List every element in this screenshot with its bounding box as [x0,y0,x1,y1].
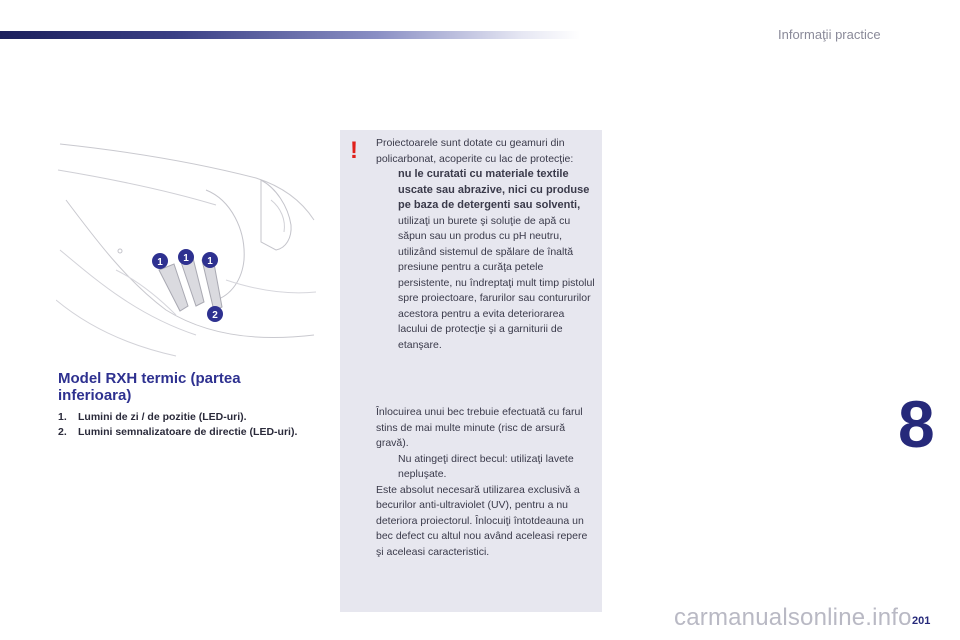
legend-text: Lumini semnalizatoare de directie (LED-uri). [78,426,298,438]
legend-item [58,410,308,425]
svg-text:1: 1 [183,253,189,264]
bulb-body: Este absolut necesară utilizarea exclusivă a becurilor anti-ultraviolet (UV), pentru a nu deteriora proiectorul. Înlocuiţi întotdeauna un bec defect cu altul nou având aceleasi repere şi aceleasi caracteristici. [376,483,588,558]
callout-1b [178,249,194,265]
warning-bullet-text: nu le curatati cu materiale textile uscate sau abrazive, nici cu produse pe baza de detergenti sau solventi, [398,168,590,211]
model-title: Model RXH termic (partea inferioara) [58,370,241,404]
headlamp-illustration [56,130,318,360]
warning-bullet-text: utilizaţi un burete şi soluţie de apă cu săpun sau un produs cu pH neutru, [398,214,571,242]
warning-bullet-text: utilizând sistemul de spălare de înaltă presiune pentru a curăţa petele persistente, nu îndreptaţi mult timp pistolul spre proiectoare, farurilor sau contururilor acestora pentru a evita deteriorarea lacului de protecţie şi a garniturii de etanşare. [398,245,595,351]
legend-number: 1. [58,411,67,423]
page-number: 201 [912,615,931,627]
callout-2 [207,306,223,322]
warning-icon: ! [350,137,358,164]
header-gradient-bar [0,31,580,39]
headlamp-drawing [56,130,318,360]
chapter-number: 8 [898,387,935,461]
callout-1c [202,252,218,268]
bulb-intro: Înlocuirea unui bec trebuie efectuată cu farul stins de mai multe minute (risc de arsură gravă). [376,406,583,449]
legend-list [58,410,308,440]
legend-number: 2. [58,426,67,438]
svg-text:1: 1 [207,256,213,267]
bulb-bullet-text: Nu atingeţi direct becul: utilizaţi lavete nepluşate. [398,452,574,480]
warning-bullet [376,245,596,354]
section-title: Informaţii practice [778,27,881,42]
callout-1a [152,253,168,269]
pointer-icon [376,167,398,214]
pointer-icon [376,214,398,245]
pointer-icon [376,245,398,354]
bulb-info [376,405,596,560]
warning-intro: Proiectoarele sunt dotate cu geamuri din policarbonat, acoperite cu lac de protecţie: [376,137,574,165]
bulb-bullet [376,452,596,483]
warning-bullet [376,214,596,245]
legend-item [58,425,308,440]
svg-text:2: 2 [212,310,218,321]
legend-text: Lumini de zi / de pozitie (LED-uri). [78,411,247,423]
watermark: carmanualsonline.info [674,604,912,631]
warning-text [376,136,596,353]
warning-bullet [376,167,596,214]
svg-text:1: 1 [157,257,163,268]
pointer-icon [376,452,398,483]
